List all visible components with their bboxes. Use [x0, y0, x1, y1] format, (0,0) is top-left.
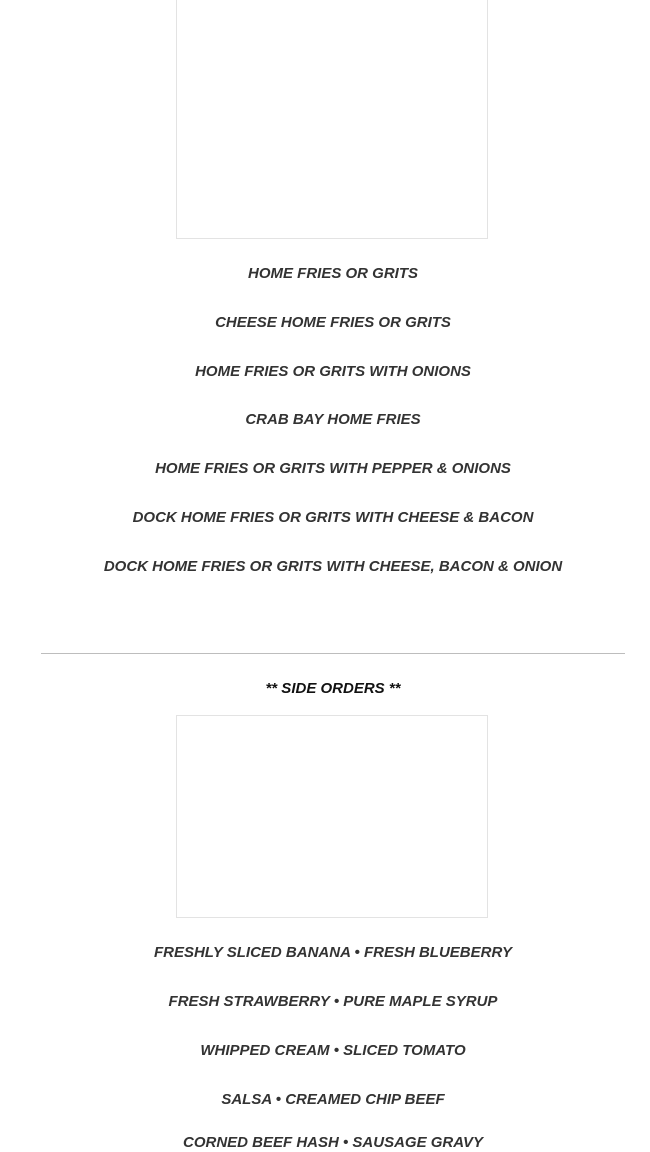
side-item-salsa-chip-beef: SALSA • CREAMED CHIP BEEF	[221, 1091, 445, 1108]
menu-photo-placeholder	[176, 0, 488, 239]
side-item-strawberry-syrup: FRESH STRAWBERRY • PURE MAPLE SYRUP	[168, 993, 498, 1010]
section-divider	[41, 653, 625, 654]
side-orders-heading: ** SIDE ORDERS **	[265, 680, 401, 697]
side-item-banana-blueberry: FRESHLY SLICED BANANA • FRESH BLUEBERRY	[153, 944, 513, 961]
side-orders-photo-placeholder	[176, 715, 488, 918]
menu-item-crab-bay-home-fries: CRAB BAY HOME FRIES	[245, 411, 421, 428]
menu-item-cheese-home-fries: CHEESE HOME FRIES OR GRITS	[215, 314, 451, 331]
side-item-hash-gravy: CORNED BEEF HASH • SAUSAGE GRAVY	[182, 1134, 483, 1151]
menu-item-dock-home-fries-cheese-bacon-onion: DOCK HOME FRIES OR GRITS WITH CHEESE, BACON & ONION	[103, 558, 563, 575]
menu-item-home-fries-grits: HOME FRIES OR GRITS	[247, 265, 418, 282]
menu-item-dock-home-fries-cheese-bacon: DOCK HOME FRIES OR GRITS WITH CHEESE & BACON	[132, 509, 534, 526]
side-item-whipped-cream-tomato: WHIPPED CREAM • SLICED TOMATO	[200, 1042, 466, 1059]
menu-item-home-fries-pepper-onions: HOME FRIES OR GRITS WITH PEPPER & ONIONS	[155, 460, 511, 477]
menu-item-home-fries-onions: HOME FRIES OR GRITS WITH ONIONS	[195, 363, 471, 380]
